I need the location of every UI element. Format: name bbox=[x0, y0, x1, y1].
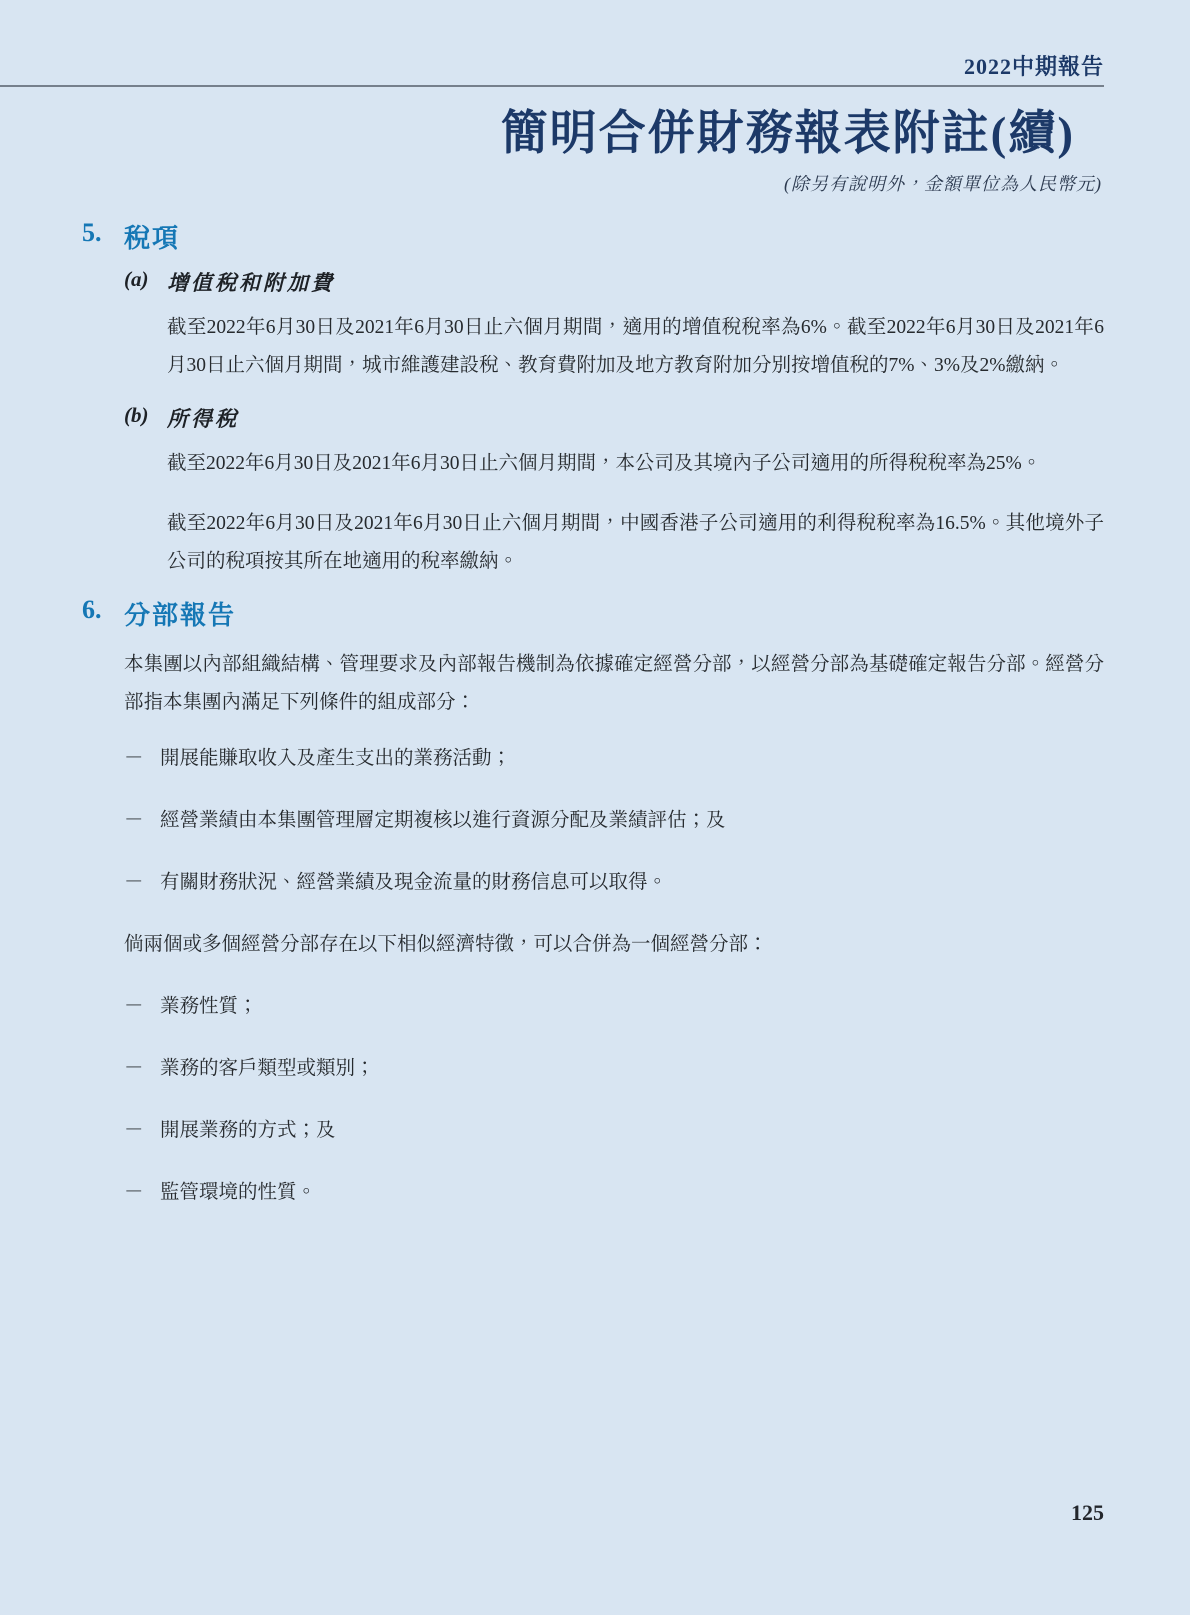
section-6-heading bbox=[82, 595, 1104, 632]
list-item bbox=[124, 1112, 1104, 1150]
criterion-text: 開展能賺取收入及產生支出的業務活動； bbox=[160, 748, 512, 769]
similar-feature-text: 業務的客戶類型或類別； bbox=[160, 1058, 375, 1079]
page-subtitle: (除另有說明外，金額單位為人民幣元) bbox=[784, 174, 1102, 194]
subsection-5a-paragraph: 截至2022年6月30日及2021年6月30日止六個月期間，適用的增值稅稅率為6%。截至2022年6月30日及2021年6月30日止六個月期間，城市維護建設稅、教育費附加及地方教育附加分別按增值稅的7%、3%及2%繳納。 bbox=[167, 317, 1104, 376]
section-6-intro: 本集團以內部組織結構、管理要求及內部報告機制為依據確定經營分部，以經營分部為基礎確定報告分部。經營分部指本集團內滿足下列條件的組成部分： bbox=[124, 654, 1104, 713]
list-item bbox=[124, 988, 1104, 1026]
dash-bullet-icon: － bbox=[124, 748, 144, 769]
header-divider bbox=[0, 85, 1104, 87]
section-6-number: 6. bbox=[82, 595, 102, 624]
subsection-5a-letter: (a) bbox=[124, 267, 149, 291]
section-6-body bbox=[124, 646, 1104, 1212]
criterion-text: 有關財務狀況、經營業績及現金流量的財務信息可以取得。 bbox=[160, 872, 668, 893]
subsection-5b-heading bbox=[124, 403, 1104, 433]
dash-bullet-icon: － bbox=[124, 1182, 144, 1203]
similar-feature-text: 業務性質； bbox=[160, 996, 258, 1017]
list-item bbox=[124, 740, 1104, 778]
dash-bullet-icon: － bbox=[124, 872, 144, 893]
section-5-heading bbox=[82, 218, 1104, 255]
dash-bullet-icon: － bbox=[124, 1058, 144, 1079]
subsection-5a bbox=[124, 267, 1104, 385]
list-item bbox=[124, 1050, 1104, 1088]
section-5-number: 5. bbox=[82, 218, 102, 247]
section-6-title: 分部報告 bbox=[124, 601, 237, 630]
subsection-5b bbox=[124, 403, 1104, 581]
similar-feature-text: 開展業務的方式；及 bbox=[160, 1120, 336, 1141]
criterion-text: 經營業績由本集團管理層定期複核以進行資源分配及業績評估；及 bbox=[160, 810, 726, 831]
list-item bbox=[124, 802, 1104, 840]
dash-bullet-icon: － bbox=[124, 1120, 144, 1141]
dash-bullet-icon: － bbox=[124, 996, 144, 1017]
list-item bbox=[124, 864, 1104, 902]
similar-feature-text: 監管環境的性質。 bbox=[160, 1182, 317, 1203]
subsection-5a-title: 增值稅和附加費 bbox=[167, 271, 335, 295]
subsection-5b-paragraph-1: 截至2022年6月30日及2021年6月30日止六個月期間，本公司及其境內子公司適用的所得稅稅率為25%。 bbox=[167, 453, 1042, 474]
subsection-5b-paragraph-2: 截至2022年6月30日及2021年6月30日止六個月期間，中國香港子公司適用的利得稅稅率為16.5%。其他境外子公司的稅項按其所在地適用的稅率繳納。 bbox=[167, 513, 1104, 572]
dash-bullet-icon: － bbox=[124, 810, 144, 831]
subsection-5b-letter: (b) bbox=[124, 403, 149, 427]
subsection-5b-title: 所得稅 bbox=[167, 407, 239, 431]
page-content bbox=[82, 218, 1104, 1236]
section-5-title: 稅項 bbox=[124, 224, 181, 253]
page-title: 簡明合併財務報表附註(續) bbox=[500, 108, 1075, 160]
list-item bbox=[124, 1174, 1104, 1212]
report-header-label: 2022中期報告 bbox=[963, 54, 1104, 79]
page-number: 125 bbox=[1071, 1500, 1104, 1525]
subsection-5a-heading bbox=[124, 267, 1104, 297]
section-6-merge-intro: 倘兩個或多個經營分部存在以下相似經濟特徵，可以合併為一個經營分部： bbox=[124, 934, 768, 955]
